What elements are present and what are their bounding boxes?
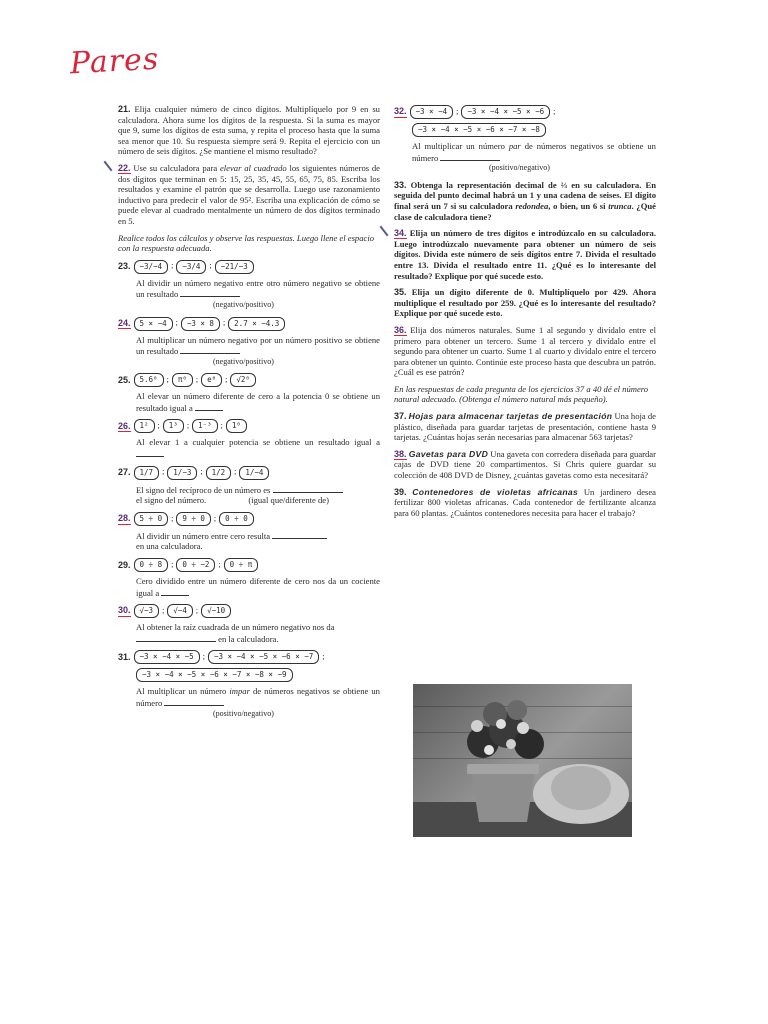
exercise-title: Contenedores de violetas africanas [412,486,579,497]
exercise-text: en la calculadora. [218,633,279,644]
exercise-text: . ¿Qué clase de calculadora tiene? [394,200,656,222]
calculator-key: 0 ÷ π [224,558,259,572]
exercise-text: Elija un número de tres dígitos e introdúzcalo en su calculadora. Luego introdúzcalo nuevamente para obtener un número de seis dígitos. Divida este número de seis dígitos entre 7. Divida el resultado entre 13. Divida el resultado entre 11. ¿Qué es lo interesante del resultado? Explique por qué sucede esto. [394,228,656,281]
exercise-number: 27. [118,467,131,478]
answer-blank [440,152,500,161]
exercise-number: 26. [118,420,131,431]
calculator-key: −3 × −4 × −5 × −6 [461,105,550,119]
calculator-key: e⁰ [201,373,222,387]
calculator-key: −3/4 [176,260,206,274]
calculator-key: √−4 [167,604,193,618]
exercise-text: Una hoja de plástico, diseñada para guardar tarjetas de presentación, contiene hasta 9 tarjetas. ¿Cuántas hojas serán necesarias para almacenar 563 tarjetas? [394,411,656,443]
answer-hint: (positivo/negativo) [489,163,550,173]
exercise-number: 35. [394,287,407,298]
exercise-text-emphasis: impar [229,686,250,697]
exercise-32: 32. −3 × −4 ; −3 × −4 × −5 × −6 ; −3 × −4 × −5 × −6 × −7 × −8 Al multiplicar un número par de números negativos se obtiene un número (positivo/negativo) [394,106,656,173]
calculator-key: 5 ÷ 0 [134,512,169,526]
exercise-number: 34. [394,228,407,239]
exercise-number: 22. [118,162,131,173]
exercise-29: 29. 0 ÷ 8 ; 0 ÷ −2 ; 0 ÷ π Cero dividido entre un número diferente de cero nos da un cociente igual a [118,559,380,598]
calculator-key: −3 × −4 × −5 [134,650,200,664]
exercise-text: Al dividir un número entre cero resulta [136,530,271,541]
exercise-21 [118,104,380,157]
exercise-38 [394,449,656,481]
calculator-key: 5.6⁰ [134,373,164,387]
exercise-number: 25. [118,374,131,385]
answer-blank [180,345,240,354]
answer-blank [195,402,223,411]
calculator-key: 5 × −4 [134,317,173,331]
exercise-34 [394,228,656,281]
answer-hint: (negativo/positivo) [213,356,274,366]
exercise-26: 26. 1² ; 1³ ; 1⁻³ ; 1⁰ Al elevar 1 a cualquier potencia se obtiene un resultado igual a [118,419,380,459]
answer-hint: (positivo/negativo) [213,708,274,718]
exercise-31: 31. −3 × −4 × −5 ; −3 × −4 × −5 × −6 × −7 ; −3 × −4 × −5 × −6 × −7 × −8 × −9 Al multiplicar un número impar de números negativos se obtiene un número (positivo/negativo) [118,652,380,718]
exercise-text: Elija dos números naturales. Sume 1 al segundo y divídalo entre el primero para obtener un tercero. Sume 1 al tercero y divídalo entre el segundo para obtener un cuarto. Sume 1 al cuarto y divídalo entre el tercero para obtener un quinto. Continúe este proceso hasta que descubra un patrón. ¿Cuál es ese patrón? [394,324,656,378]
calculator-key: −3/−4 [134,260,169,274]
calculator-key: −3 × −4 × −5 × −6 × −7 [208,650,319,664]
exercise-number: 29. [118,559,131,570]
answer-blank [272,530,327,539]
exercise-number: 30. [118,605,131,616]
calculator-key: 1/−4 [239,466,269,480]
exercise-text: , o bien, un 6 si [548,200,609,211]
violets-photo [413,684,632,837]
exercise-title: Hojas para almacenar tarjetas de presentación [408,411,613,422]
pen-tick-mark [104,161,113,172]
calculator-key: 0 ÷ −2 [176,558,215,572]
answer-blank [180,288,240,297]
calculator-key: −3 × −4 × −5 × −6 × −7 × −8 [412,123,546,137]
exercise-37 [394,411,656,443]
answer-blank [273,484,343,493]
calculator-key: −21/−3 [215,260,254,274]
exercise-23: 23. −3/−4 ; −3/4 ; −21/−3 Al dividir un número negativo entre otro número negativo se obtiene un resultado (negativo/positivo) [118,261,380,309]
exercise-number: 38. [394,448,407,459]
answer-blank [136,448,164,457]
exercise-number: 39. [394,486,407,497]
exercise-number: 23. [118,261,131,272]
answer-hint: (igual que/diferente de) [248,495,329,506]
instruction-text: Realice todos los cálculos y observe las respuestas. Luego llene el espacio con la respuesta adecuada. [118,232,375,254]
exercise-text: El signo del recíproco de un número es [136,484,271,495]
exercise-text: Elija un dígito diferente de 0. Multiplíquelo por 429. Ahora multiplique el resultado por 259. ¿Qué es lo interesante del resultado? Explique por qué sucede esto. [394,287,656,319]
left-column [118,104,380,725]
exercise-number: 33. [394,179,407,190]
exercise-text: los siguientes números de dos dígitos que terminan en 5: 15, 25, 35, 45, 55, 65, 75, 85. Escriba los resultados y examine el patrón que se desarrolla. Luego use razonamiento inductivo para predecir el valor de 95². Escriba una explicación de cómo se puede elevar al cuadrado mentalmente un número de dos dígitos terminado en 5. [118,162,380,226]
exercise-25: 25. 5.6⁰ ; π⁰ ; e⁰ ; √2⁰ Al elevar un número diferente de cero a la potencia 0 se obtiene un resultado igual a [118,374,380,413]
exercise-text: Al elevar 1 a cualquier potencia se obtiene un resultado igual a [136,437,380,448]
exercise-33 [394,180,656,222]
exercise-text: Obtenga la representación decimal de ⅔ en su calculadora. En seguida del punto decimal habrá un 1 y una cadena de seises. El dígito final será un 7 si su calculadora [394,179,656,211]
exercise-28: 28. 5 ÷ 0 ; 9 ÷ 0 ; 0 ÷ 0 Al dividir un número entre cero resulta en una calculadora. [118,512,380,552]
exercise-number: 37. [394,411,407,422]
exercise-text-emphasis: trunca [608,200,632,211]
exercise-text-emphasis: elevar al cuadrado [219,162,287,173]
exercise-number: 28. [118,513,131,524]
exercise-text: Un jardinero desea fertilizar 800 violetas africanas. Cada contenedor de fertilizante alcanza para 60 plantas. ¿Cuántos contenedores necesita para hacer el trabajo? [394,486,656,518]
right-column [394,104,656,524]
calculator-key: √−10 [201,604,231,618]
exercise-text: de números negativos se obtiene un número [136,686,380,708]
exercise-text: en una calculadora. [136,541,203,552]
exercise-number: 24. [118,317,131,328]
exercise-27: 27. 1/7 ; 1/−3 ; 1/2 ; 1/−4 El signo del recíproco de un número es el signo del número. (igual que/diferente de) [118,466,380,506]
exercise-text: Al multiplicar un número [136,686,230,697]
exercise-39 [394,487,656,519]
exercise-number: 31. [118,652,131,663]
answer-blank [164,697,224,706]
handwritten-note-pares: Pares [69,41,161,82]
calculator-key: √−3 [134,604,160,618]
exercise-text: Al multiplicar un número negativo por un número positivo se obtiene un resultado [136,334,380,357]
answer-blank [161,587,189,596]
calculator-key: 1² [134,419,155,433]
exercise-text: Use su calculadora para [133,162,220,173]
calculator-key: 0 ÷ 0 [219,512,254,526]
exercise-title: Gavetas para DVD [408,448,489,459]
calculator-key: 1/2 [206,466,232,480]
calculator-key: 1/7 [134,466,160,480]
calculator-key: 1/−3 [167,466,197,480]
calculator-key: −3 × 8 [181,317,220,331]
exercise-24: 24. 5 × −4 ; −3 × 8 ; 2.7 × −4.3 Al multiplicar un número negativo por un número positivo se obtiene un resultado (negativo/positivo) [118,317,380,366]
exercise-text: Cero dividido entre un número diferente de cero nos da un cociente igual a [136,576,380,598]
answer-blank [136,633,216,642]
calculator-key: 2.7 × −4.3 [228,317,285,331]
calculator-key: −3 × −4 × −5 × −6 × −7 × −8 × −9 [136,668,293,682]
exercise-30: 30. √−3 ; √−4 ; √−10 Al obtener la raíz cuadrada de un número negativo nos da en la calculadora. [118,605,335,644]
exercise-text-emphasis: par [508,141,521,151]
exercise-text: Al multiplicar un número [412,141,509,151]
exercise-text-emphasis: redondea [515,200,549,211]
exercise-text: Una gaveta con corredera diseñada para guardar cajas de DVD tiene 20 compartimentos. Si Chris quiere guardar su colección de 408 DVD de Disney, ¿cuántas gavetas como esta necesitará? [394,448,656,481]
flower-pot-illustration [413,684,632,837]
exercise-text: Al elevar un número diferente de cero a la potencia 0 se obtiene un resultado igual a [136,391,380,413]
exercise-text: de números negativos se obtiene un número [412,141,656,163]
exercise-number: 21. [118,104,131,114]
exercise-36 [394,325,656,378]
exercise-22 [118,163,380,227]
calculator-key: √2⁰ [230,373,256,387]
calculator-key: π⁰ [172,373,193,387]
answer-hint: (negativo/positivo) [213,299,274,309]
exercise-35 [394,287,656,319]
exercise-number: 32. [394,106,407,117]
calculator-key: 1³ [163,419,184,433]
exercise-text: Al dividir un número negativo entre otro número negativo se obtiene un resultado [136,277,380,300]
instruction-text: En las respuestas de cada pregunta de los ejercicios 37 a 40 dé el número natural adecuado. (Obtenga el número natural más pequeño). [394,383,649,405]
calculator-key: 1⁻³ [192,419,218,433]
calculator-key: 1⁰ [226,419,247,433]
calculator-key: −3 × −4 [410,105,454,119]
exercise-number: 36. [394,324,407,335]
calculator-key: 9 ÷ 0 [176,512,211,526]
exercise-text: el signo del número. [136,495,207,506]
calculator-key: 0 ÷ 8 [134,558,169,572]
exercise-text: Elija cualquier número de cinco dígitos. Multiplíquelo por 9 en su calculadora. Ahora sume los dígitos de la respuesta. Si la suma es mayor que 9, sume los dígitos de esta suma, y repita el proceso hasta que la suma sea menor que 10. Su respuesta siempre será 9. Repita el ejercicio con un número de seis dígitos. ¿Se mantiene el mismo resultado? [118,104,380,157]
exercise-text: Al obtener la raíz cuadrada de un número negativo nos da [136,622,335,633]
pen-tick-mark [380,226,389,237]
